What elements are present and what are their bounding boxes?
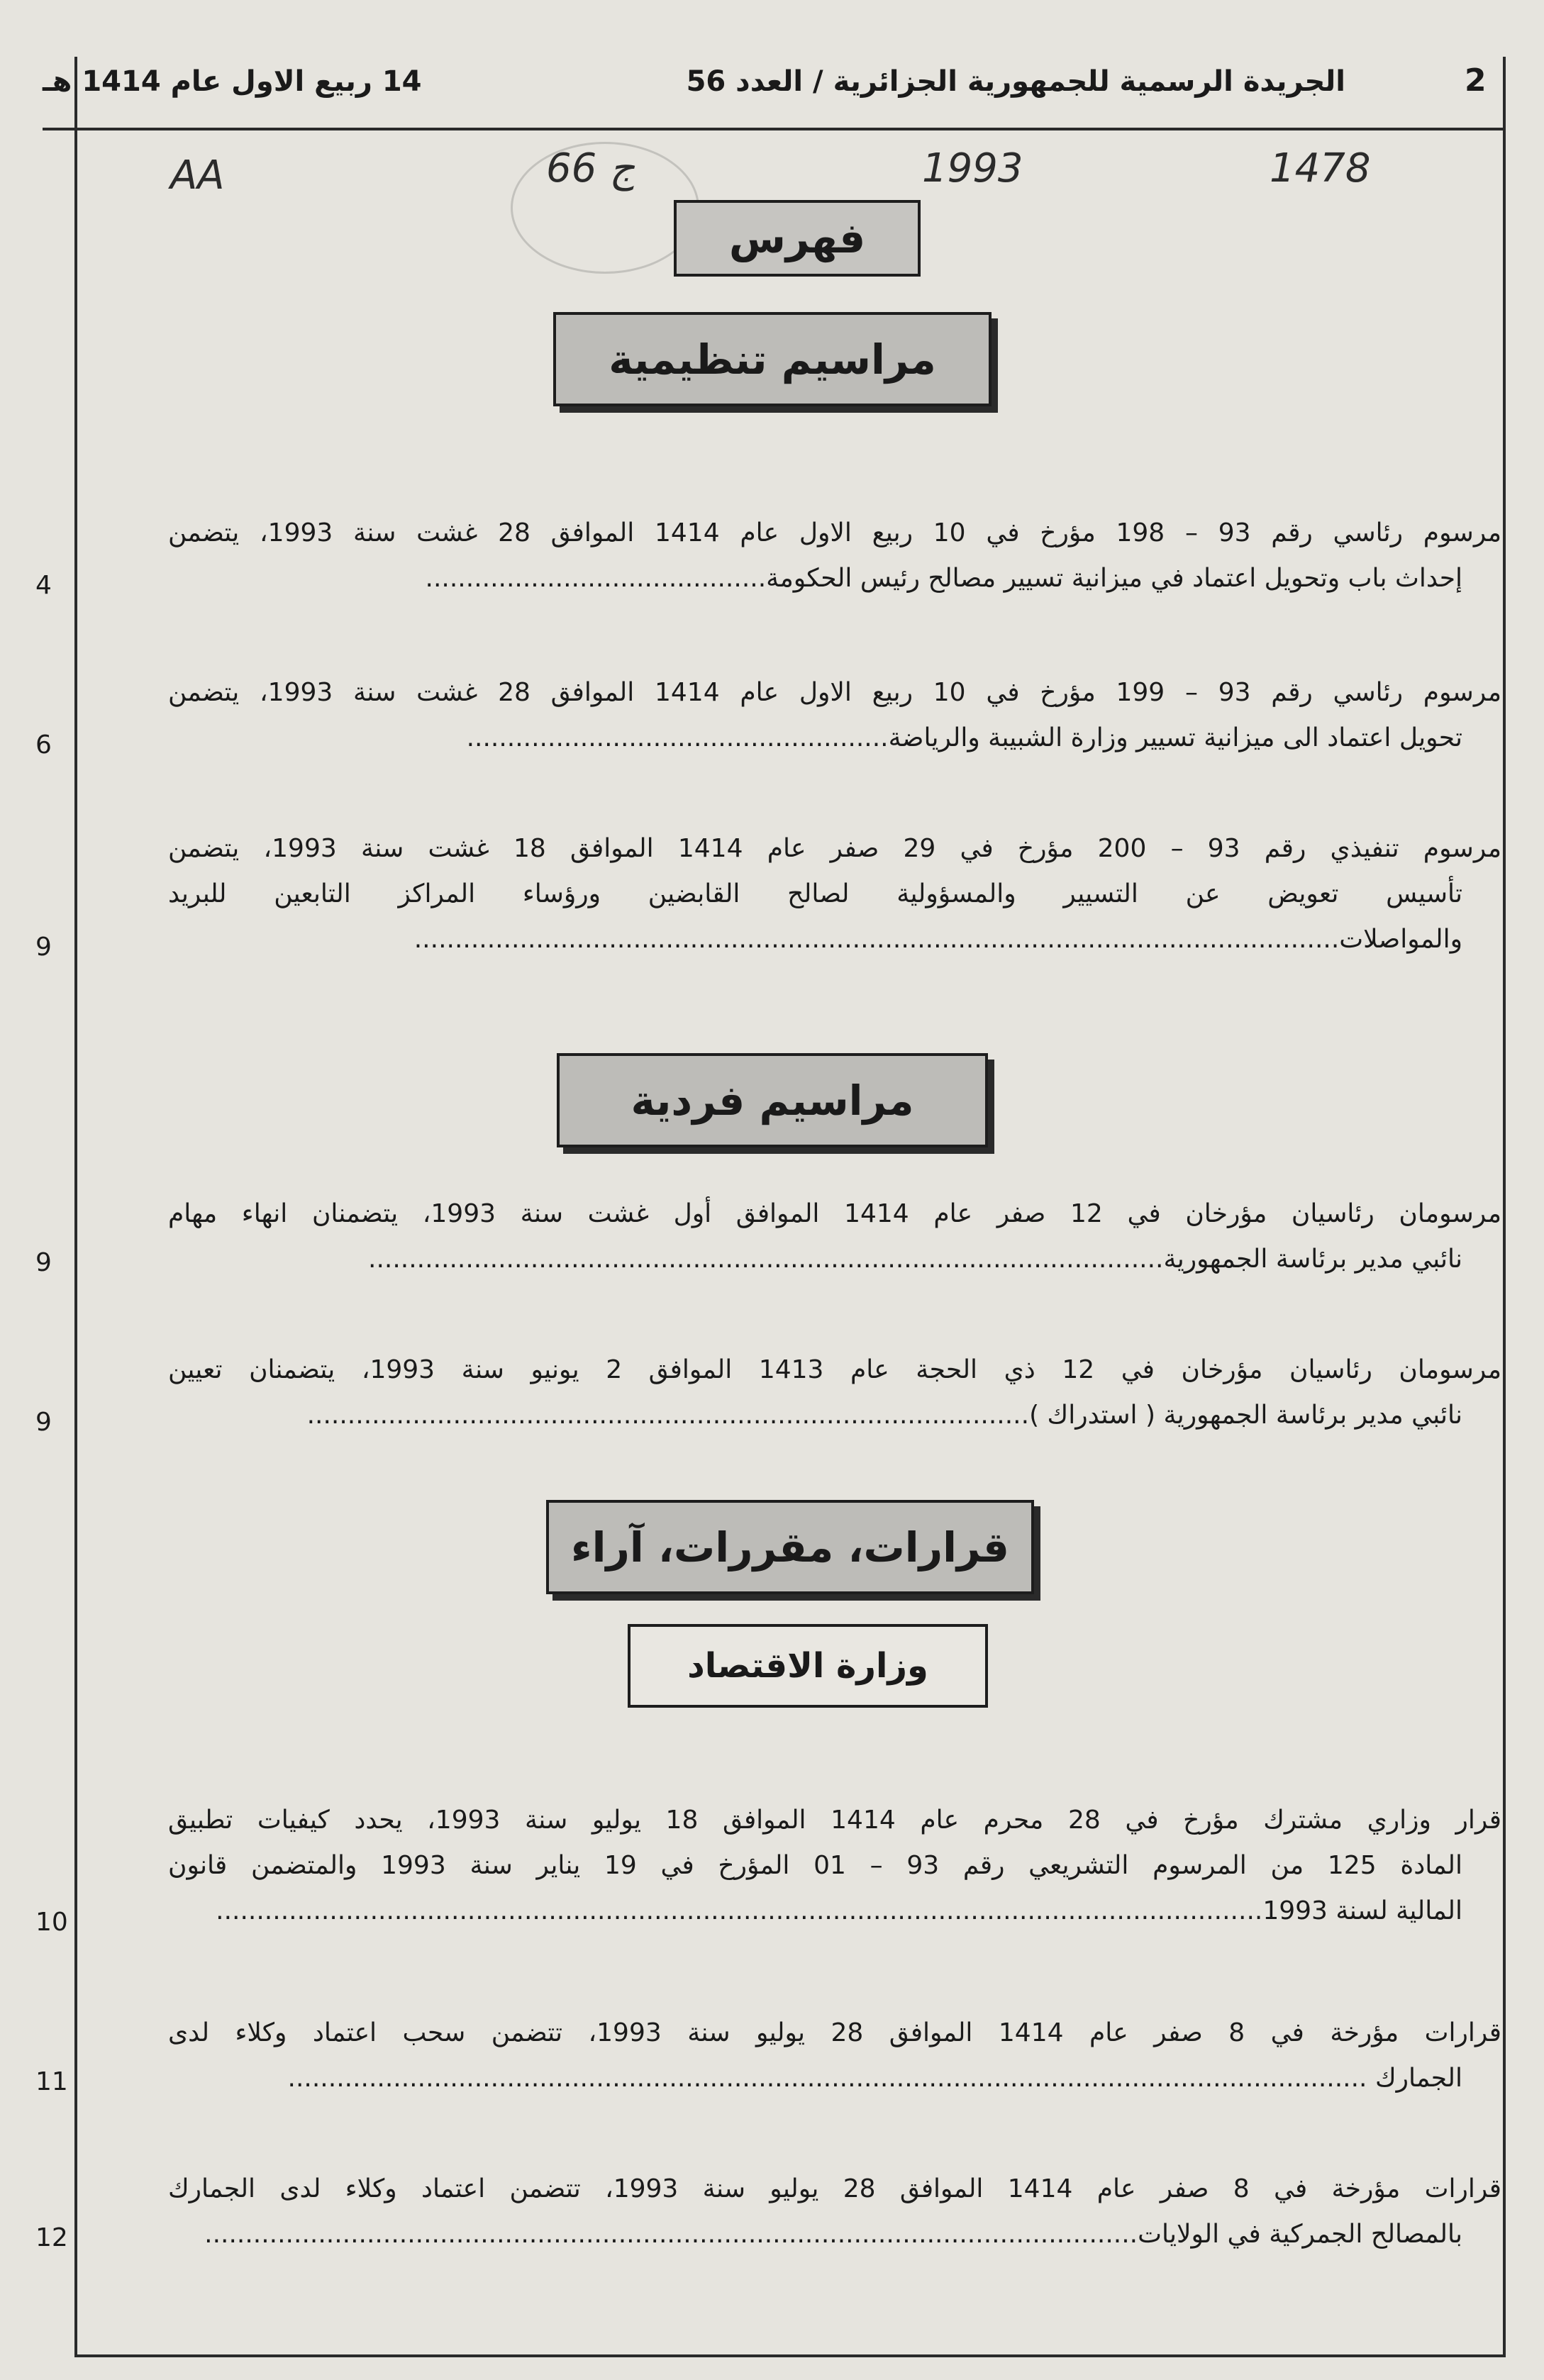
page-ref: 10: [35, 1908, 68, 1937]
journal-title: الجريدة الرسمية للجمهورية الجزائرية / العدد 56: [686, 65, 1345, 98]
page-ref: 6: [35, 730, 52, 760]
page-ref: 12: [35, 2223, 68, 2252]
entry-line: والمواصلات: [1339, 925, 1462, 954]
leader-dots: ....................................................: [466, 723, 889, 752]
leader-dots: ..................................................................................................: [368, 1245, 1164, 1274]
entry-line: نائبي مدير برئاسة الجمهورية ( استدراك ): [1029, 1401, 1462, 1430]
leader-dots: .........................................................................................: [306, 1401, 1030, 1430]
handwritten-year: 1993: [922, 145, 1023, 191]
leader-dots: ..........................................: [425, 564, 767, 593]
toc-entry[interactable]: [168, 826, 1501, 962]
entry-line: مرسومان رئاسيان مؤرخان في 12 صفر عام 1414 الموافق أول غشت سنة 1993، يتضمنان انهاء مهام: [168, 1199, 1501, 1228]
toc-entry[interactable]: [168, 2167, 1501, 2257]
page-ref: 9: [35, 933, 52, 962]
toc-entry[interactable]: [168, 670, 1501, 761]
entry-line: إحداث باب وتحويل اعتماد في ميزانية تسيير مصالح رئيس الحكومة: [766, 564, 1462, 593]
page-ref: 9: [35, 1248, 52, 1277]
handwritten-number: 1478: [1270, 145, 1371, 191]
entry-line: قرارات مؤرخة في 8 صفر عام 1414 الموافق 28 يوليو سنة 1993، تتضمن سحب اعتماد وكلاء لدى: [168, 2018, 1501, 2047]
entry-line: قرار وزاري مشترك مؤرخ في 28 محرم عام 1414 الموافق 18 يوليو سنة 1993، يحدد كيفيات تطبيق: [168, 1806, 1501, 1835]
toc-entry[interactable]: [168, 1798, 1501, 1934]
entry-line: قرارات مؤرخة في 8 صفر عام 1414 الموافق 28 يوليو سنة 1993، تتضمن اعتماد وكلاء لدى الجمارك: [168, 2174, 1501, 2203]
entry-line: المالية لسنة 1993: [1262, 1896, 1462, 1925]
handwritten-issue: ج 66: [546, 145, 635, 191]
entry-line: تحويل اعتماد الى ميزانية تسيير وزارة الشبيبة والرياضة: [888, 723, 1462, 752]
page-ref: 4: [35, 571, 52, 600]
entry-line: نائبي مدير برئاسة الجمهورية: [1163, 1245, 1462, 1274]
issue-date: 14 ربيع الاول عام 1414 هـ: [43, 65, 422, 98]
entry-line: بالمصالح الجمركية في الولايات: [1138, 2220, 1462, 2249]
subsection-ministry-of-economy: وزارة الاقتصاد: [628, 1624, 988, 1708]
entry-line: مرسوم رئاسي رقم 93 – 198 مؤرخ في 10 ربيع الاول عام 1414 الموافق 28 غشت سنة 1993، يتضمن: [168, 518, 1501, 547]
leader-dots: .................................................................................................................................: [216, 1896, 1263, 1925]
entry-line: مرسوم رئاسي رقم 93 – 199 مؤرخ في 10 ربيع الاول عام 1414 الموافق 28 غشت سنة 1993، يتضمن: [168, 678, 1501, 707]
entry-line: الجمارك: [1374, 2064, 1462, 2093]
page-ref: 11: [35, 2067, 68, 2096]
leader-dots: ...................................................................................................................: [204, 2220, 1138, 2249]
entry-line: تأسيس تعويض عن التسيير والمسؤولية لصالح القابضين ورؤساء المراكز التابعين للبريد: [168, 879, 1462, 908]
toc-entry[interactable]: [168, 1347, 1501, 1438]
page-ref: 9: [35, 1408, 52, 1437]
leader-dots: ..................................................................................................................: [413, 925, 1340, 954]
page-number: 2: [1465, 62, 1487, 99]
entry-line: مرسومان رئاسيان مؤرخان في 12 ذي الحجة عام 1413 الموافق 2 يونيو سنة 1993، يتضمنان تعيين: [168, 1355, 1501, 1384]
entry-line: المادة 125 من المرسوم التشريعي رقم 93 – 01 المؤرخ في 19 يناير سنة 1993 والمتضمن قانون: [168, 1851, 1462, 1880]
header-rule: [43, 128, 1504, 130]
section-title-regulatory-decrees: مراسيم تنظيمية: [553, 312, 992, 406]
section-title-decisions: قرارات، مقررات، آراء: [546, 1500, 1034, 1594]
toc-entry[interactable]: [168, 2011, 1501, 2101]
entry-line: مرسوم تنفيذي رقم 93 – 200 مؤرخ في 29 صفر عام 1414 الموافق 18 غشت سنة 1993، يتضمن: [168, 834, 1501, 863]
toc-entry[interactable]: [168, 1191, 1501, 1282]
leader-dots: .....................................................................................................................................: [287, 2064, 1375, 2093]
section-title-individual-decrees: مراسيم فردية: [557, 1053, 988, 1147]
index-title: فهرس: [674, 200, 921, 277]
toc-entry[interactable]: [168, 511, 1501, 601]
handwritten-code: AA: [170, 152, 225, 199]
